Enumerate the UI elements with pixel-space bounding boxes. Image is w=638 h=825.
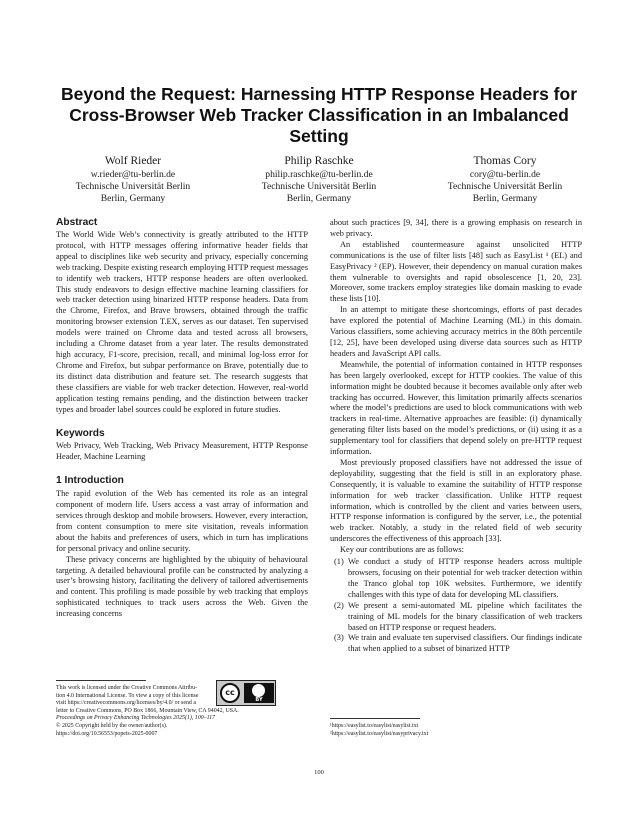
paper-title: Beyond the Request: Harnessing HTTP Response Headers for Cross-Browser Web Tracker Classification in an Imbalanced Setting [60,84,578,146]
proceedings-line: Proceedings on Privacy Enhancing Technologies 2025(1), 100–117 [56,715,215,722]
list-number: (2) [334,600,344,610]
license-text [56,685,232,708]
author-location: Berlin, Germany [472,193,538,205]
copyright-line: © 2025 Copyright held by the owner/author(s). [56,722,168,729]
list-text: We conduct a study of HTTP response headers across multiple browsers, focusing on their potential for web tracker detection within the Tranco global top 10K websites. Furthermore, we identify challenges with this type of data for developing ML classifiers. [348,557,582,599]
left-column [56,216,308,620]
license-line: This work is licensed under the Creative Commons Attribu- [56,685,198,691]
footnote-rule [330,718,420,719]
list-item [330,557,582,601]
author-block [40,154,598,206]
abstract-heading: Abstract [56,217,98,228]
person-icon [252,684,265,697]
keywords-text: Web Privacy, Web Tracking, Web Privacy Measurement, HTTP Response Header, Machine Learning [56,441,308,462]
license-line: letter to Creative Commons, PO Box 1866, Mountain View, CA 94042, USA. [56,707,239,714]
author-name: Philip Raschke [284,155,354,167]
author-email: w.rieder@tu-berlin.de [90,169,176,180]
list-number: (1) [334,557,344,567]
author-affiliation: Technische Universität Berlin [75,181,191,193]
introduction-heading: 1 Introduction [56,475,124,487]
abstract-text: The World Wide Web’s connectivity is greatly attributed to the HTTP protocol, with HTTP messages offering informative header fields that appeal to disciplines like web security and privacy, especially concerning web tracking. Despite existing research employing HTTP request messages to identify web trackers, HTTP response headers are often overlooked. This study endeavors to design effective machine learning classifiers for web tracker detection using binarized HTTP response headers. Data from the Chrome, Firefox, and Brave browsers, obtained through the traffic monitoring browser extension T.EX, serves as our dataset. Ten supervised models were trained on Chrome data and tested across all browsers, including a Chrome dataset from a year later. The results demonstrated high accuracy, F1-score, precision, recall, and minimal log-loss error for Chrome and Firefox, but subpar performance on Brave, potentially due to its distinct data distribution and feature set. The research suggests that these classifiers are viable for web tracker detection. However, real-world application testing remains pending, and the distinction between tracker types and broader label sources could be explored in future studies. [56,230,308,414]
right-column [330,218,582,655]
author-1 [40,154,226,206]
author-affiliation: Technische Universität Berlin [447,181,563,193]
page-number: 100 [314,769,324,776]
author-2 [226,154,412,206]
footnote-1[interactable]: ¹https://easylist.to/easylist/easylist.txt [330,723,419,729]
author-location: Berlin, Germany [286,193,352,205]
cc-by-license-badge[interactable] [216,680,276,706]
author-email: cory@tu-berlin.de [469,169,541,180]
footnotes [330,722,582,738]
by-label: BY [255,697,263,703]
body-paragraph: In an attempt to mitigate these shortcomings, efforts of past decades have explored the potential of Machine Learning (ML) in this domain. Various classifiers, some achieving accuracy metrics in the 80th percentile [12, 25], have been developed using diverse data sources such as HTTP headers and JavaScript API calls. [330,305,582,358]
list-text: We present a semi-automated ML pipeline which facilitates the training of ML models for the binary classification of web trackers based on HTTP response or request headers. [348,600,582,632]
author-name: Wolf Rieder [104,155,162,167]
footnote-2[interactable]: ²https://easylist.to/easylist/easyprivacy.txt [330,731,429,737]
list-item [330,633,582,655]
body-paragraph: An established countermeasure against unsolicited HTTP communications is the use of filter lists [48] such as EasyList ¹ (EL) and EasyPrivacy ² (EP). However, their dependency on manual curation makes them vulnerable to oversights and rapid obsolescence [1, 20, 23]. Moreover, some trackers employ strategies like domain masking to evade these lists [10]. [330,239,582,304]
intro-paragraph-2: These privacy concerns are highlighted by the ubiquity of behavioural targeting. A detailed behavioural profile can be constructed by analyzing a user’s browsing history, facilitating the delivery of tailored advertisements and content. This profiling is made possible by web tracking that employs sophisticated techniques to track users across the Web. Given the increasing concerns [56,554,308,619]
author-affiliation: Technische Universität Berlin [261,181,377,193]
license-line: tion 4.0 International License. To view a copy of this license [56,692,199,699]
license-rule [56,680,146,681]
intro-paragraph-1: The rapid evolution of the Web has cemented its role as an integral component of modern life. Users access a vast array of information and services through desktop and mobile browsers. However, every interaction, from content consumption to mere site visitation, reveals information about the habits and preferences of users, which in turn has implications for personal privacy and online security. [56,489,308,553]
list-text: We train and evaluate ten supervised classifiers. Our findings indicate that when applied to a subset of binarized HTTP [348,633,582,654]
author-email: philip.raschke@tu-berlin.de [265,169,373,180]
list-item [330,601,582,634]
cc-icon: cc [220,683,240,703]
license-line: visit https://creativecommons.org/licenses/by/4.0/ or send a [56,700,196,707]
body-paragraph: Most previously proposed classifiers have not addressed the issue of deployability, suggesting that the field is still in an exploratory phase. Consequently, it is valuable to examine the suitability of HTTP response information for web tracker classification. Unlike HTTP request information, which is controlled by the client and varies between users, HTTP response information is configured by the server, i.e., the potential web tracker. Notably, a study in the related field of web security underscores the effectiveness of this approach [33]. [330,457,582,544]
author-location: Berlin, Germany [100,193,166,205]
author-name: Thomas Cory [473,155,537,167]
list-number: (3) [334,633,344,643]
doi-line[interactable]: https://doi.org/10.56553/popets-2025-0007 [56,730,158,737]
author-3 [412,154,598,206]
keywords-heading: Keywords [56,428,105,440]
body-paragraph: Key our contributions are as follows: [340,545,464,555]
body-paragraph: Meanwhile, the potential of information contained in HTTP responses has been largely overlooked, except for HTTP cookies. The value of this information might be doubted because it becomes available only after web tracking has occurred. However, this limitation primarily affects scenarios where the model’s predictions are used to block communications with web trackers in real-time. Alternative approaches are feasible: (i) dynamically generating filter lists based on the model’s predictions, or (ii) using it as a supplementary tool for classifiers that depend solely on pre-HTTP request information. [330,359,582,457]
body-paragraph: about such practices [9, 34], there is a growing emphasis on research in web privacy. [330,218,582,238]
contributions-list [330,557,582,655]
